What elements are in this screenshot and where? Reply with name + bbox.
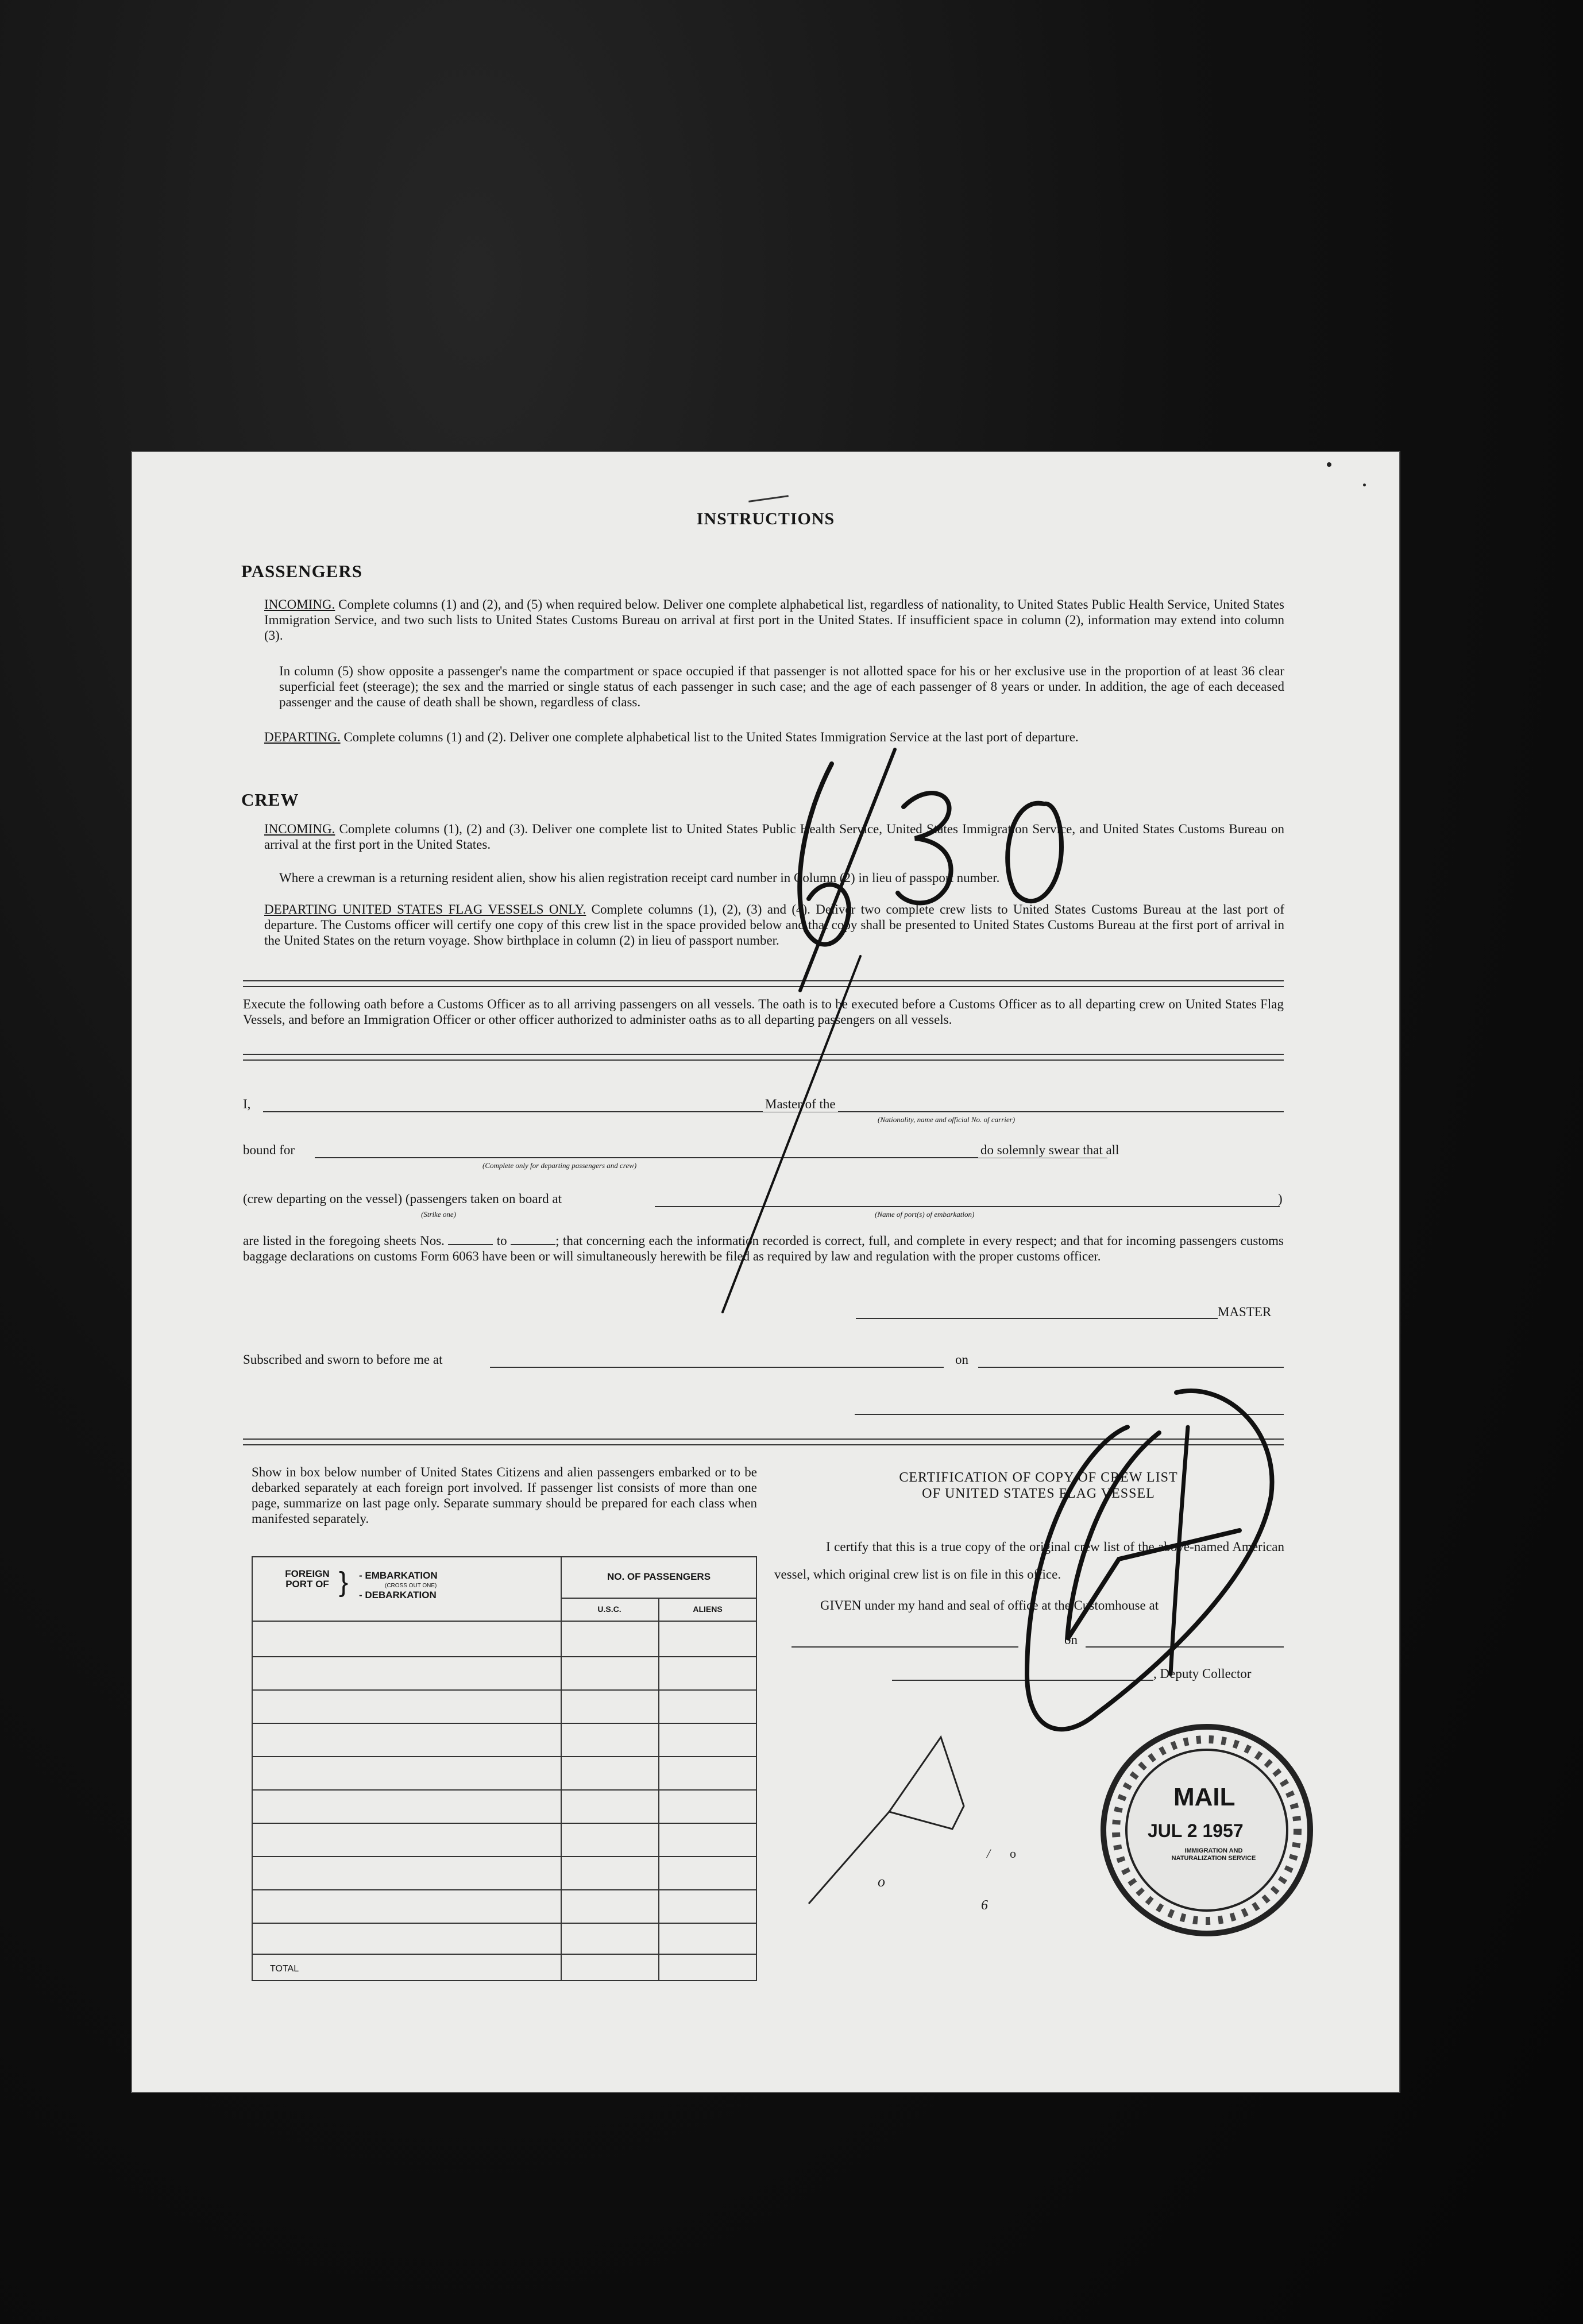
- close-paren: ): [1278, 1192, 1283, 1206]
- pen-mark: /: [987, 1846, 991, 1861]
- master-signature-label: MASTER: [1218, 1305, 1272, 1319]
- stamp-date: JUL 2 1957: [1148, 1820, 1244, 1841]
- stamp-agency: IMMIGRATION AND NATURALIZATION SERVICE: [1171, 1847, 1256, 1862]
- sheets-rest: ; that concerning each the information recorded is correct, full, and complete in every respect; and that for incoming passengers customs baggage declarations on customs Form 6063 have been or will simultaneously herewith be filed as required by law and regulation with the proper customs officer.: [243, 1233, 1284, 1263]
- port-caption: (Name of port(s) of embarkation): [875, 1210, 975, 1219]
- sheets-prefix: are listed in the foregoing sheets Nos.: [243, 1233, 445, 1248]
- swear-label: do solemnly swear that all: [978, 1143, 1121, 1158]
- passengers-column5-paragraph: In column (5) show opposite a passenger's name the compartment or space occupied if that passenger is not allotted space for his or her exclusive use in the proportion of at least 36 clear superficial feet (steerage); the sex and the married or single status of each passenger in such case; and the age of each passenger of 8 years or under. In addition, the age of each deceased passenger and the cause of death shall be shown, regardless of class.: [279, 664, 1284, 709]
- deputy-collector-label: , Deputy Collector: [1153, 1666, 1252, 1681]
- handwritten-number-6-30: [723, 749, 1061, 1312]
- usc-header: U.S.C.: [597, 1604, 621, 1614]
- oath-instruction: Execute the following oath before a Customs Officer as to all arriving passengers on all vessels. The oath is to be executed before a Customs Officer as to all departing crew on United States Flag Vessels, and before an Immigration Officer or other officer authorized to administer oaths as to all departing passengers on all vessels.: [243, 997, 1284, 1027]
- aliens-header: ALIENS: [693, 1604, 723, 1614]
- cross-out-note: (CROSS OUT ONE): [385, 1583, 437, 1589]
- passengers-departing-lead: DEPARTING.: [264, 730, 341, 744]
- passengers-incoming-text: Complete columns (1) and (2), and (5) when required below. Deliver one complete alphabetical list, regardless of nationality, to United States Public Health Service, United States Immigration Service, and two such lists to United States Customs Bureau on arrival at first port in the United States. If insufficient space in column (2), information may extend into column (3).: [264, 597, 1285, 643]
- carrier-caption: (Nationality, name and official No. of carrier): [878, 1115, 1016, 1124]
- certification-on-label: on: [1064, 1633, 1078, 1647]
- embarkation-header: - EMBARKATION: [359, 1570, 438, 1581]
- handwritten-circled-4: [1027, 1391, 1272, 1729]
- bound-caption: (Complete only for departing passengers and crew): [482, 1161, 637, 1170]
- certification-text: I certify that this is a true copy of the original crew list of the above-named American vessel, which original crew list is on file in this office.: [774, 1540, 1284, 1581]
- pen-mark: 6: [981, 1898, 988, 1913]
- crew-departing-lead: DEPARTING UNITED STATES FLAG VESSELS ONLY.: [264, 902, 586, 917]
- passengers-departing-text: Complete columns (1) and (2). Deliver one complete alphabetical list to the United States Immigration Service at the last port of departure.: [343, 730, 1079, 744]
- crew-heading: CREW: [241, 790, 299, 810]
- brace-icon: }: [339, 1567, 349, 1598]
- total-label: TOTAL: [270, 1964, 299, 1974]
- no-passengers-header: NO. OF PASSENGERS: [607, 1571, 711, 1582]
- document-page: [131, 451, 1400, 2093]
- subscribed-label: Subscribed and sworn to before me at: [243, 1352, 443, 1367]
- passengers-heading: PASSENGERS: [241, 561, 362, 581]
- subscribed-on-label: on: [955, 1352, 968, 1367]
- debarkation-header: - DEBARKATION: [359, 1590, 437, 1600]
- certification-title-line1: CERTIFICATION OF COPY OF CREW LIST: [899, 1470, 1178, 1485]
- strike-caption: (Strike one): [421, 1210, 457, 1219]
- given-text: GIVEN under my hand and seal of office at the Customhouse at: [820, 1598, 1159, 1613]
- bound-for-label: bound for: [243, 1143, 295, 1157]
- passengers-incoming-lead: INCOMING.: [264, 597, 335, 612]
- handwriting-overlay: [131, 451, 1400, 2093]
- crew-departing-oath-label: (crew departing on the vessel) (passengers taken on board at: [243, 1192, 562, 1206]
- pen-scribble: [809, 1737, 964, 1904]
- crew-resident-paragraph: Where a crewman is a returning resident alien, show his alien registration receipt card number in Column (2) in lieu of passport number.: [279, 871, 1000, 885]
- stamp-mail-word: MAIL: [1173, 1783, 1235, 1811]
- crew-incoming-text: Complete columns (1), (2) and (3). Deliver one complete list to United States Public Health Service, United States Immigration Service, and United States Customs Bureau on arrival at the first port in the United States.: [264, 822, 1285, 852]
- sheets-to-label: to: [496, 1233, 507, 1248]
- summary-instruction: Show in box below number of United States Citizens and alien passengers embarked or to be debarked separately at each foreign port involved. If passenger list consists of more than one page, summarize on last page only. Separate summary should be prepared for each class when manifested separately.: [252, 1465, 757, 1526]
- page-title: INSTRUCTIONS: [696, 509, 835, 528]
- speck: [1363, 484, 1366, 486]
- pen-mark: o: [878, 1873, 885, 1890]
- speck: [1327, 462, 1331, 467]
- crew-departing-text: Complete columns (1), (2), (3) and (4). Deliver two complete crew lists to United States Customs Bureau at the last port of departure. The Customs officer will certify one copy of this crew list in the space provided below and that copy shall be presented to United States Customs Bureau at the first port of arrival in the United States on the return voyage. Show birthplace in column (2) in lieu of passport number.: [264, 902, 1285, 948]
- crew-incoming-lead: INCOMING.: [264, 822, 335, 836]
- pen-mark: o: [1010, 1846, 1016, 1861]
- oath-i-label: I,: [243, 1097, 251, 1111]
- master-of-label: Master of the: [763, 1097, 838, 1112]
- col-foreign-port-header: FOREIGN PORT OF: [285, 1568, 330, 1590]
- certification-title-line2: OF UNITED STATES FLAG VESSEL: [922, 1486, 1155, 1501]
